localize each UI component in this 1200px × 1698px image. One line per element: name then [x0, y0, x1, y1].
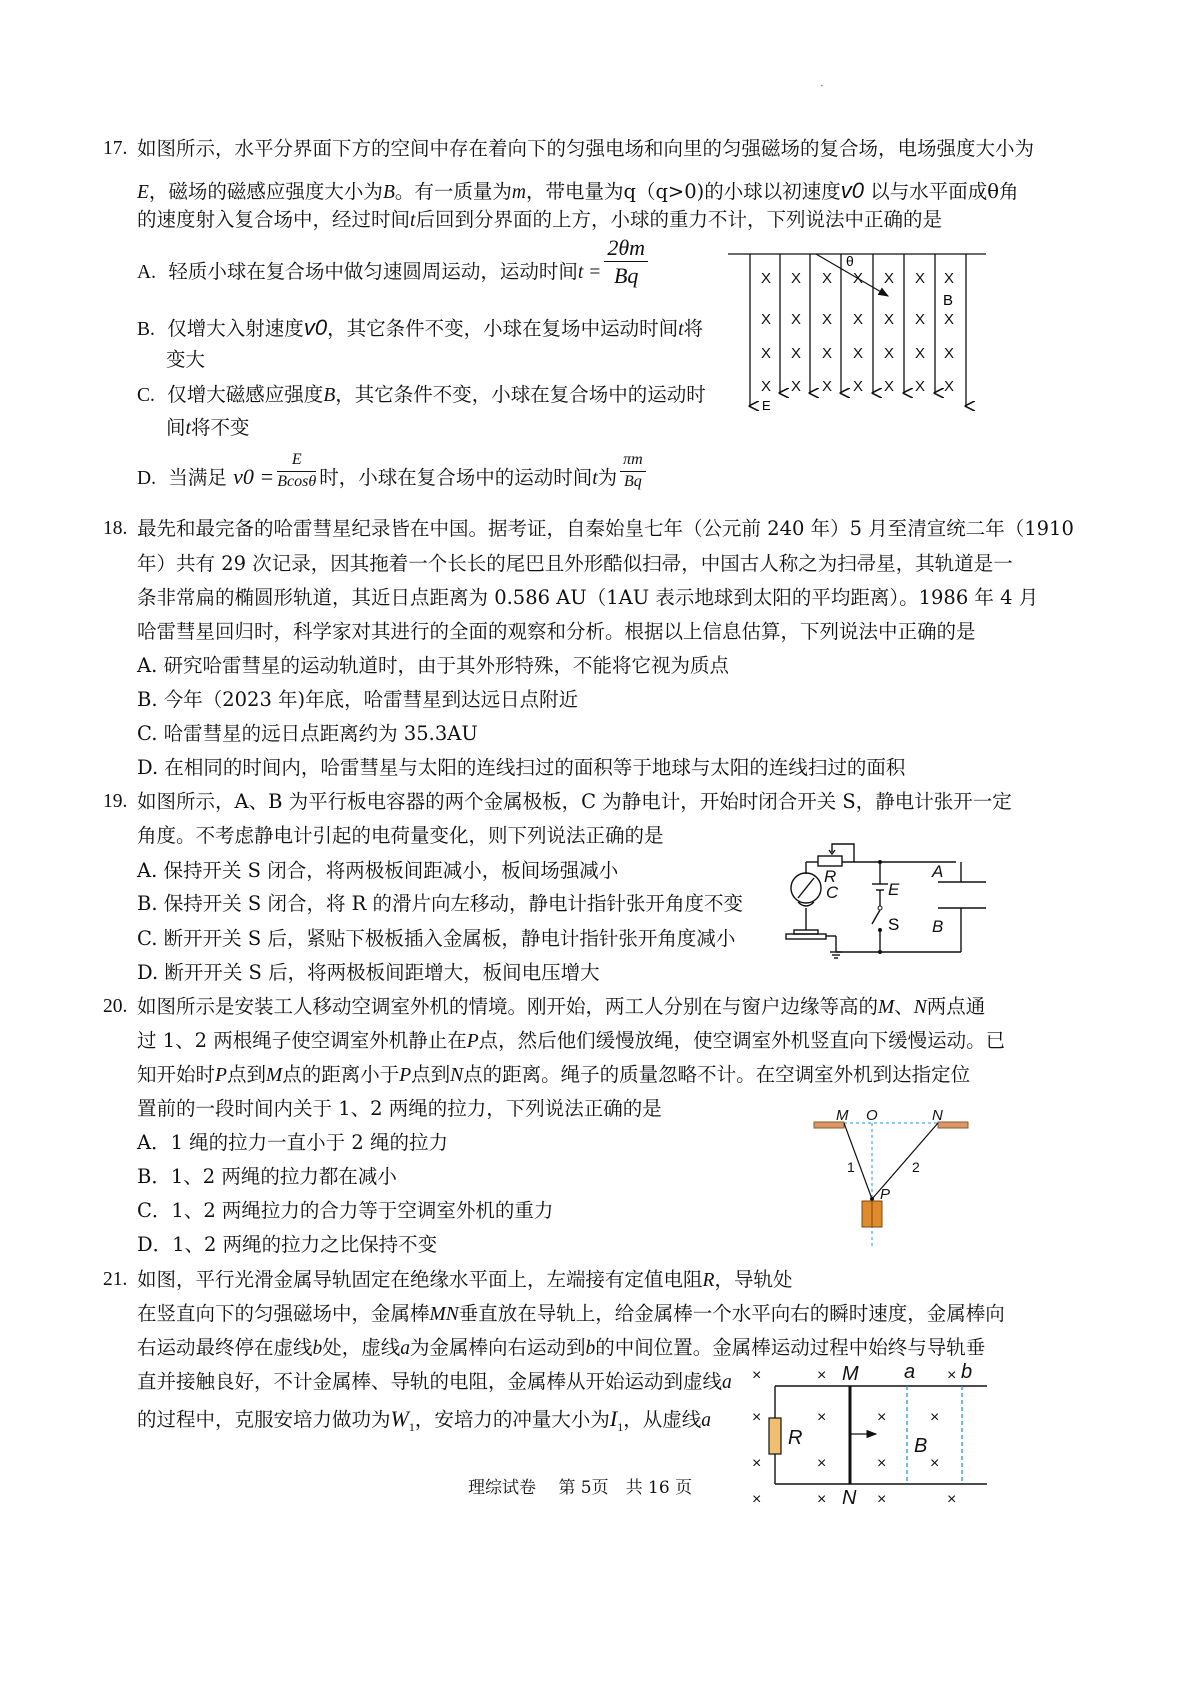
page-mark: ·	[820, 79, 824, 93]
figure-20-ropes	[812, 1107, 972, 1252]
question-number: 18.	[103, 518, 128, 539]
question-number: 20.	[103, 996, 128, 1017]
question-stem-line: 的速度射入复合场中，经过时间t后回到分界面的上方，小球的重力不计，下列说法中正确的是	[137, 208, 942, 231]
option-d: D. 在相同的时间内，哈雷彗星与太阳的连线扫过的面积等于地球与太阳的连线扫过的面积	[137, 756, 906, 779]
svg-text:X: X	[822, 378, 833, 395]
label-a: a	[904, 1361, 916, 1383]
svg-text:X: X	[944, 270, 955, 287]
label-p: P	[880, 1186, 891, 1203]
rope-1-label: 1	[847, 1159, 855, 1175]
question-stem-line: 条非常扁的椭圆形轨道，其近日点距离为 0.586 AU（1AU 表示地球到太阳的平均距离）。1986 年 4 月	[137, 586, 1039, 609]
e-field-label: E	[762, 398, 771, 413]
question-stem-line: 的过程中，克服安培力做功为$W_1$，安培力的冲量大小为$I_1$，从虚线a	[137, 1406, 711, 1434]
svg-text:X: X	[915, 311, 926, 328]
label-b: B	[932, 917, 944, 936]
svg-text:X: X	[853, 378, 864, 395]
svg-text:×: ×	[877, 1455, 887, 1472]
figure-21-rails	[742, 1358, 990, 1508]
svg-text:X: X	[761, 311, 772, 328]
svg-text:X: X	[944, 311, 955, 328]
question-number: 21.	[103, 1269, 128, 1290]
question-stem-line: 右运动最终停在虚线b处，虚线a为金属棒向右运动到b的中间位置。金属棒运动过程中始终与导轨垂	[137, 1336, 986, 1359]
label-m: M	[836, 1107, 849, 1124]
svg-text:X: X	[884, 345, 895, 362]
label-n: N	[842, 1487, 857, 1509]
option-a: A. 研究哈雷彗星的运动轨道时，由于其外形特殊，不能将它视为质点	[137, 654, 729, 677]
label-s: S	[888, 915, 900, 934]
option-b: B. 保持开关 S 闭合，将 R 的滑片向左移动，静电计指针张开角度不变	[137, 892, 744, 915]
question-stem-line: 如图所示是安装工人移动空调室外机的情境。刚开始，两工人分别在与窗户边缘等高的M、N两点通	[137, 995, 986, 1018]
option-a: A. 保持开关 S 闭合，将两极板间距减小，板间场强减小	[137, 859, 619, 882]
option-b: B．1、2 两绳的拉力都在减小	[137, 1165, 397, 1188]
question-stem-line: 过 1、2 两根绳子使空调室外机静止在P点，然后他们缓慢放绳，使空调室外机竖直向下缓慢运动。已	[137, 1029, 1006, 1052]
theta-label: θ	[846, 253, 854, 269]
svg-text:X: X	[791, 345, 802, 362]
svg-text:X: X	[884, 270, 895, 287]
option-d: D．1、2 两绳的拉力之比保持不变	[137, 1233, 438, 1256]
rope-2-label: 2	[912, 1159, 920, 1175]
svg-text:×: ×	[877, 1409, 887, 1426]
label-m: M	[842, 1363, 859, 1385]
svg-text:×: ×	[752, 1367, 762, 1384]
svg-text:X: X	[791, 311, 802, 328]
svg-text:X: X	[915, 270, 926, 287]
option-c: C．1、2 两绳拉力的合力等于空调室外机的重力	[137, 1199, 554, 1222]
option-a: A．1 绳的拉力一直小于 2 绳的拉力	[137, 1131, 448, 1154]
question-stem-line: 哈雷彗星回归时，科学家对其进行的全面的观察和分析。根据以上信息估算，下列说法中正确的是	[137, 620, 976, 643]
b-field-label: B	[943, 292, 954, 309]
question-number: 19.	[103, 791, 128, 812]
svg-text:×: ×	[817, 1367, 827, 1384]
question-stem-line: 置前的一段时间内关于 1、2 两绳的拉力，下列说法正确的是	[137, 1097, 662, 1120]
svg-text:X: X	[761, 270, 772, 287]
svg-text:×: ×	[877, 1491, 887, 1508]
question-stem-line: 年）共有 29 次记录，因其拖着一个长长的尾巴且外形酷似扫帚，中国古人称之为扫帚星，其轨道是一	[137, 552, 1013, 575]
svg-text:X: X	[884, 378, 895, 395]
svg-text:×: ×	[930, 1409, 940, 1426]
figure-17-field	[728, 248, 990, 413]
question-number: 17.	[103, 138, 128, 159]
label-b: b	[961, 1361, 973, 1383]
question-stem-line: 知开始时P点到M点的距离小于P点到N点的距离。绳子的质量忽略不计。在空调室外机到达指定位	[137, 1063, 971, 1086]
label-c: C	[826, 883, 839, 902]
option-a: A. 轻质小球在复合场中做匀速圆周运动，运动时间t = $\frac{2\theta m}{Bq}$	[137, 258, 651, 287]
label-b-field: B	[914, 1435, 928, 1457]
page-footer: 理综试卷 第 5页 共 16 页	[468, 1478, 693, 1498]
svg-text:X: X	[944, 345, 955, 362]
option-b-cont: 变大	[166, 348, 206, 371]
question-stem-line: 最先和最完备的哈雷彗星纪录皆在中国。据考证，自秦始皇七年（公元前 240 年）5 月至清宣统二年（1910	[137, 517, 1074, 540]
svg-text:X: X	[853, 270, 864, 287]
question-stem-line: 如图所示，水平分界面下方的空间中存在着向下的匀强电场和向里的匀强磁场的复合场，电场强度大小为	[137, 137, 1035, 160]
label-r: R	[788, 1427, 803, 1449]
svg-text:X: X	[822, 270, 833, 287]
option-c-cont: 间t将不变	[166, 416, 250, 439]
label-o: O	[866, 1107, 878, 1124]
svg-text:X: X	[915, 378, 926, 395]
question-stem-line: E，磁场的磁感应强度大小为B。有一质量为m，带电量为q（q>0)的小球以初速度v0 以与水平面成θ角	[137, 178, 1019, 203]
option-c: C. 仅增大磁感应强度B，其它条件不变，小球在复合场中的运动时	[137, 383, 706, 406]
option-c: C. 断开开关 S 后，紧贴下极板插入金属板，静电计指针张开角度减小	[137, 927, 736, 950]
svg-text:×: ×	[947, 1367, 957, 1384]
option-b: B. 今年（2023 年)年底，哈雷彗星到达远日点附近	[137, 688, 579, 711]
label-n: N	[932, 1107, 943, 1124]
label-a: A	[932, 862, 944, 881]
label-r: R	[824, 867, 837, 886]
svg-text:X: X	[761, 378, 772, 395]
svg-text:×: ×	[817, 1455, 827, 1472]
label-e: E	[888, 880, 900, 899]
option-d: D. 断开开关 S 后，将两极板间距增大，板间电压增大	[137, 961, 600, 984]
option-d: D. 当满足 v0 = $\frac{E}{Bcos\theta}$ 时，小球在复合场中的运动时间t为 $\frac{\pi m}{Bq}$	[137, 466, 649, 491]
svg-text:×: ×	[752, 1491, 762, 1508]
svg-text:X: X	[853, 345, 864, 362]
question-stem-line: 在竖直向下的匀强磁场中，金属棒MN垂直放在导轨上，给金属棒一个水平向右的瞬时速度，金属棒向	[137, 1302, 1005, 1325]
svg-text:X: X	[761, 345, 772, 362]
question-stem-line: 如图，平行光滑金属导轨固定在绝缘水平面上，左端接有定值电阻R，导轨处	[137, 1268, 793, 1291]
svg-text:×: ×	[817, 1491, 827, 1508]
svg-text:×: ×	[930, 1455, 940, 1472]
svg-text:X: X	[853, 311, 864, 328]
option-c: C. 哈雷彗星的远日点距离约为 35.3AU	[137, 722, 478, 745]
svg-text:X: X	[791, 378, 802, 395]
svg-text:×: ×	[817, 1409, 827, 1426]
svg-text:×: ×	[947, 1491, 957, 1508]
svg-text:X: X	[822, 345, 833, 362]
svg-text:×: ×	[752, 1455, 762, 1472]
question-stem-line: 角度。不考虑静电计引起的电荷量变化，则下列说法正确的是	[137, 824, 664, 847]
svg-text:X: X	[822, 311, 833, 328]
svg-text:X: X	[791, 270, 802, 287]
question-stem-line: 如图所示，A、B 为平行板电容器的两个金属极板，C 为静电计，开始时闭合开关 S，静电计张开一定	[137, 790, 1012, 813]
svg-text:×: ×	[752, 1409, 762, 1426]
figure-19-circuit	[776, 840, 996, 975]
svg-text:X: X	[944, 378, 955, 395]
svg-text:X: X	[884, 311, 895, 328]
option-b: B. 仅增大入射速度v0，其它条件不变，小球在复场中运动时间t将	[137, 315, 704, 340]
svg-text:X: X	[915, 345, 926, 362]
question-stem-line: 直并接触良好，不计金属棒、导轨的电阻，金属棒从开始运动到虚线a	[137, 1370, 732, 1393]
